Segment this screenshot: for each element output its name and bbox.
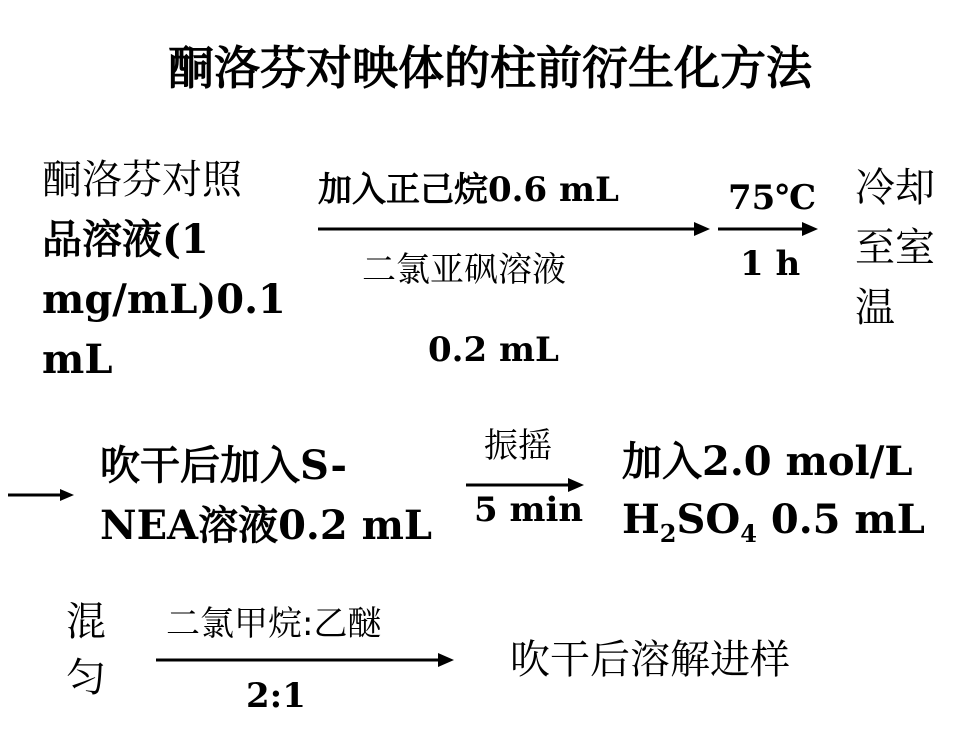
arrow1-label-below-1: 二氯亚砜溶液 — [362, 250, 566, 290]
formula-rest: 0.5 mL — [756, 496, 925, 543]
reaction-arrow-1 — [318, 219, 710, 239]
arrow3-label-below: 5 min — [474, 490, 584, 530]
reaction-arrow-2 — [718, 219, 818, 239]
step2-result-line-2 — [622, 490, 925, 564]
formula-so: SO — [676, 496, 741, 543]
arrow1-label-below-2: 0.2 mL — [428, 330, 559, 370]
formula-h: H — [622, 496, 660, 543]
mix-line-1: 混 — [66, 599, 106, 645]
sample-line-1: 酮洛芬对照 — [42, 157, 242, 203]
reaction-arrow-4 — [156, 650, 454, 670]
arrow4-label-below: 2:1 — [246, 676, 306, 716]
step2-text-line-2: NEA溶液0.2 mL — [100, 502, 433, 549]
result-line-3: 温 — [855, 285, 895, 331]
result-line-1: 冷却 — [855, 165, 935, 211]
arrow2-label-below: 1 h — [740, 244, 801, 284]
sample-line-4: mL — [42, 336, 113, 383]
formula-sub-2: 2 — [659, 519, 677, 548]
page-title: 酮洛芬对映体的柱前衍生化方法 — [168, 41, 812, 95]
result-line-2: 至室 — [855, 225, 935, 271]
final-result: 吹干后溶解进样 — [510, 637, 790, 683]
arrow3-label-above: 振摇 — [484, 426, 552, 466]
step2-result-line-1: 加入2.0 mol/L — [622, 438, 913, 485]
arrow4-label-above: 二氯甲烷:乙醚 — [166, 604, 382, 644]
arrow1-label-above: 加入正己烷0.6 mL — [318, 170, 619, 210]
sample-line-3: mg/mL)0.1 — [42, 276, 286, 323]
mix-line-2: 匀 — [66, 655, 106, 701]
sample-line-2: 品溶液(1 — [42, 216, 209, 263]
arrow2-label-above: 75℃ — [728, 178, 817, 218]
step2-text-line-1: 吹干后加入S- — [100, 442, 347, 489]
formula-sub-4: 4 — [740, 519, 757, 548]
lead-arrow-icon — [8, 485, 74, 505]
